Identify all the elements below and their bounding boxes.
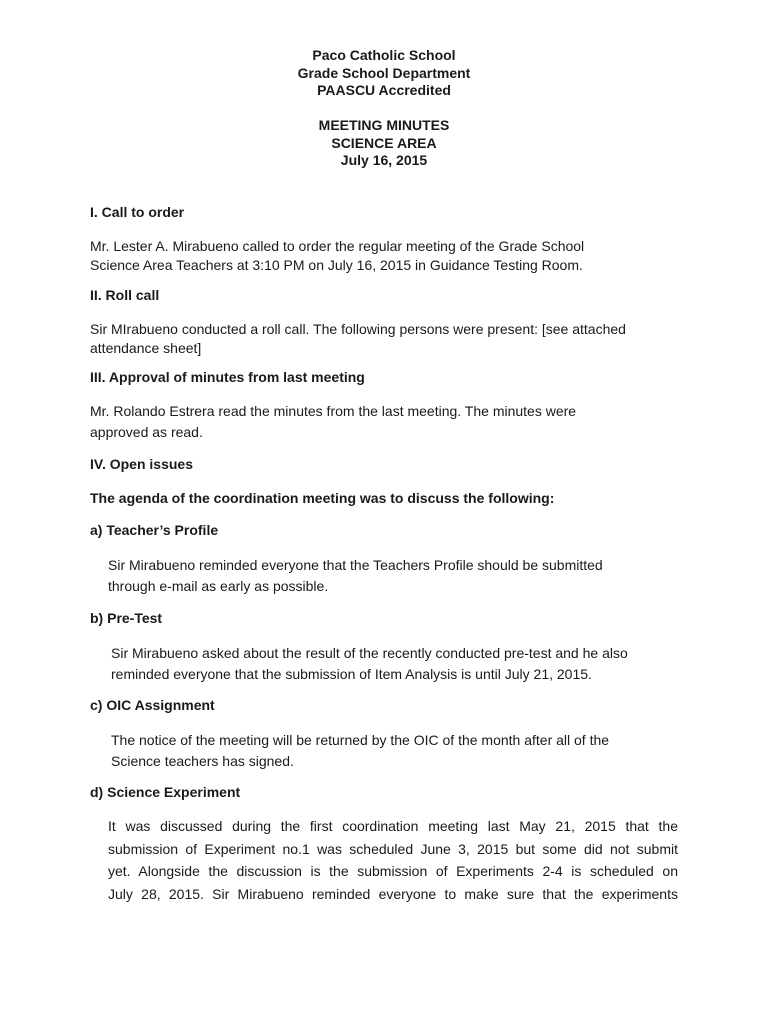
heading-roll-call: II. Roll call (90, 287, 160, 303)
area-title: SCIENCE AREA (331, 134, 437, 151)
paragraph-teachers-profile (108, 555, 603, 597)
document-title: MEETING MINUTES (318, 117, 450, 133)
paragraph-line: Science teachers has signed. (111, 753, 294, 769)
paragraph-approval (90, 401, 576, 443)
school-name: Paco Catholic School (312, 47, 456, 63)
accreditation: PAASCU Accredited (317, 82, 451, 98)
agenda-statement: The agenda of the coordination meeting was to discuss the following: (90, 490, 555, 506)
paragraph-line: It was discussed during the first coordination meeting last May 21, 2015 that the (108, 818, 678, 834)
paragraph-line: Sir MIrabueno conducted a roll call. The following persons were present: [see attached (90, 321, 626, 337)
heading-approval: III. Approval of minutes from last meeting (90, 369, 365, 385)
meeting-date: July 16, 2015 (340, 152, 428, 168)
paragraph-line: Science Area Teachers at 3:10 PM on July 16, 2015 in Guidance Testing Room. (90, 257, 583, 273)
paragraph-pre-test (111, 643, 628, 685)
paragraph-line: Mr. Rolando Estrera read the minutes from the last meeting. The minutes were (90, 403, 577, 419)
paragraph-science-experiment (108, 815, 678, 905)
paragraph-line: The notice of the meeting will be returned by the OIC of the month after all of the (111, 732, 610, 748)
heading-oic-assignment: c) OIC Assignment (90, 697, 215, 713)
paragraph-line: through e-mail as early as possible. (108, 578, 329, 594)
department-name: Grade School Department (297, 64, 471, 81)
paragraph-line: Sir Mirabueno reminded everyone that the Teachers Profile should be submitted (108, 557, 603, 573)
heading-science-experiment: d) Science Experiment (90, 784, 241, 800)
paragraph-roll-call (90, 320, 626, 358)
paragraph-oic-assignment (111, 730, 609, 772)
document-header (0, 47, 768, 100)
document-title-block (0, 117, 768, 170)
paragraph-line: approved as read. (90, 424, 203, 440)
paragraph-call-to-order (90, 237, 584, 275)
paragraph-line: Mr. Lester A. Mirabueno called to order the regular meeting of the Grade School (90, 238, 585, 254)
heading-call-to-order: I. Call to order (90, 204, 185, 220)
paragraph-line: attendance sheet] (90, 340, 202, 356)
paragraph-line: yet. Alongside the discussion is the submission of Experiments 2-4 is scheduled on (108, 863, 678, 879)
paragraph-line: Sir Mirabueno asked about the result of the recently conducted pre-test and he also (111, 645, 628, 661)
heading-pre-test: b) Pre-Test (90, 610, 163, 626)
heading-open-issues: IV. Open issues (90, 456, 193, 472)
paragraph-line: reminded everyone that the submission of Item Analysis is until July 21, 2015. (111, 666, 592, 682)
heading-teachers-profile: a) Teacher’s Profile (90, 522, 219, 538)
paragraph-line: submission of Experiment no.1 was scheduled June 3, 2015 but some did not submit (108, 840, 678, 857)
paragraph-line: July 28, 2015. Sir Mirabueno reminded everyone to make sure that the experiments (108, 885, 678, 902)
